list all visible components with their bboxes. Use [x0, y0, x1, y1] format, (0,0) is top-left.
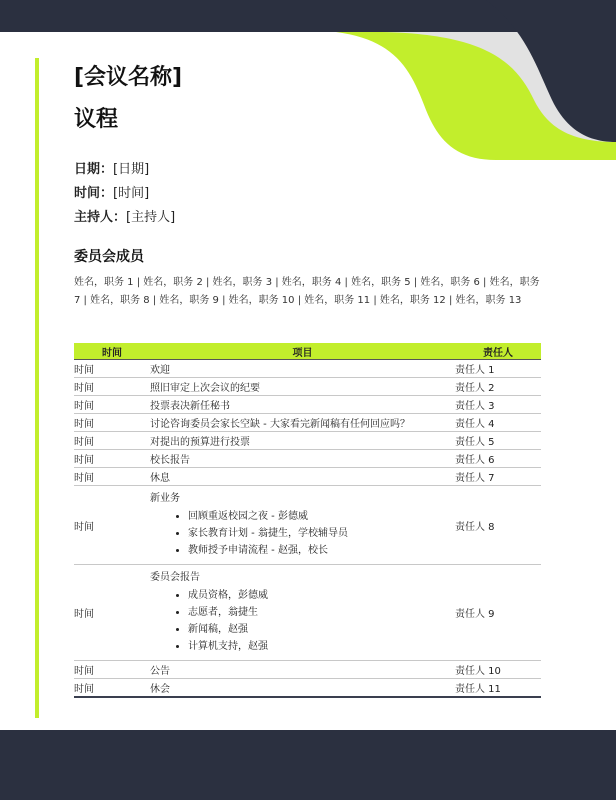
row-item: 对提出的预算进行投票 — [150, 432, 455, 450]
row-responsible: 责任人 3 — [455, 396, 541, 414]
row-responsible: 责任人 7 — [455, 468, 541, 486]
table-row — [74, 565, 541, 661]
agenda-table — [74, 343, 541, 698]
table-row — [74, 486, 541, 565]
row-responsible: 责任人 1 — [455, 360, 541, 378]
table-row — [74, 661, 541, 679]
row-item-title: 委员会报告 — [150, 572, 200, 583]
row-time: 时间 — [74, 468, 150, 486]
bullet-list — [150, 508, 455, 559]
row-item — [150, 565, 455, 661]
row-responsible: 责任人 4 — [455, 414, 541, 432]
row-item: 投票表决新任秘书 — [150, 396, 455, 414]
table-row — [74, 396, 541, 414]
time-label: 时间： — [74, 186, 114, 201]
bullet-item: • 成员资格，彭德威 — [188, 587, 455, 604]
row-item: 讨论咨询委员会家长空缺 - 大家看完新闻稿有任何回应吗？ — [150, 414, 455, 432]
footer-band — [0, 730, 616, 800]
agenda-header-row — [74, 343, 541, 360]
row-item: 休会 — [150, 679, 455, 698]
row-item: 公告 — [150, 661, 455, 679]
agenda-heading: 议程 — [74, 107, 119, 132]
row-item: 照旧审定上次会议的纪要 — [150, 378, 455, 396]
table-row — [74, 414, 541, 432]
row-time: 时间 — [74, 414, 150, 432]
row-responsible: 责任人 10 — [455, 661, 541, 679]
time-line — [74, 182, 149, 201]
bullet-item: • 志愿者，翁捷生 — [188, 604, 455, 621]
table-row — [74, 378, 541, 396]
row-responsible: 责任人 2 — [455, 378, 541, 396]
row-time: 时间 — [74, 396, 150, 414]
table-row — [74, 450, 541, 468]
bullet-item: • 计算机支持，赵强 — [188, 638, 455, 655]
header-responsible: 责任人 — [455, 343, 541, 360]
bullet-list — [150, 587, 455, 655]
table-row — [74, 468, 541, 486]
bullet-item: • 教师授予申请流程 - 赵强，校长 — [188, 542, 455, 559]
header-time: 时间 — [74, 343, 150, 360]
row-time: 时间 — [74, 679, 150, 698]
row-time: 时间 — [74, 360, 150, 378]
row-item: 校长报告 — [150, 450, 455, 468]
bullet-item: • 家长教育计划 - 翁捷生，学校辅导员 — [188, 525, 455, 542]
host-line — [74, 206, 175, 225]
header-item: 项目 — [150, 343, 455, 360]
row-time: 时间 — [74, 378, 150, 396]
date-line — [74, 158, 149, 177]
host-value: [主持人] — [126, 210, 176, 225]
bullet-item: • 新闻稿，赵强 — [188, 621, 455, 638]
bullet-item: • 回顾重返校园之夜 - 彭德威 — [188, 508, 455, 525]
accent-vertical-line — [35, 58, 39, 718]
members-heading: 委员会成员 — [74, 249, 144, 265]
row-item — [150, 486, 455, 565]
header-wave-decoration — [316, 0, 616, 160]
row-item: 休息 — [150, 468, 455, 486]
row-item: 欢迎 — [150, 360, 455, 378]
row-item-title: 新业务 — [150, 493, 180, 504]
row-responsible: 责任人 6 — [455, 450, 541, 468]
row-responsible: 责任人 11 — [455, 679, 541, 698]
date-label: 日期： — [74, 162, 114, 177]
row-time: 时间 — [74, 486, 150, 565]
row-responsible: 责任人 8 — [455, 486, 541, 565]
row-responsible: 责任人 9 — [455, 565, 541, 661]
meeting-name: [会议名称] — [74, 65, 183, 90]
date-value: [日期] — [113, 162, 150, 177]
time-value: [时间] — [113, 186, 150, 201]
row-time: 时间 — [74, 450, 150, 468]
table-row — [74, 432, 541, 450]
host-label: 主持人： — [74, 210, 127, 225]
table-row — [74, 679, 541, 698]
row-time: 时间 — [74, 661, 150, 679]
members-list: 姓名，职务 1 | 姓名，职务 2 | 姓名，职务 3 | 姓名，职务 4 | 姓名，职务 5 | 姓名，职务 6 | 姓名，职务 7 | 姓名，职务 8 | 姓名，职务 9 | 姓名，职务 10 | 姓名，职务 11 | 姓名，职务 12 | 姓名，职务 13 — [74, 277, 540, 306]
row-time: 时间 — [74, 565, 150, 661]
table-row — [74, 360, 541, 378]
row-responsible: 责任人 5 — [455, 432, 541, 450]
row-time: 时间 — [74, 432, 150, 450]
